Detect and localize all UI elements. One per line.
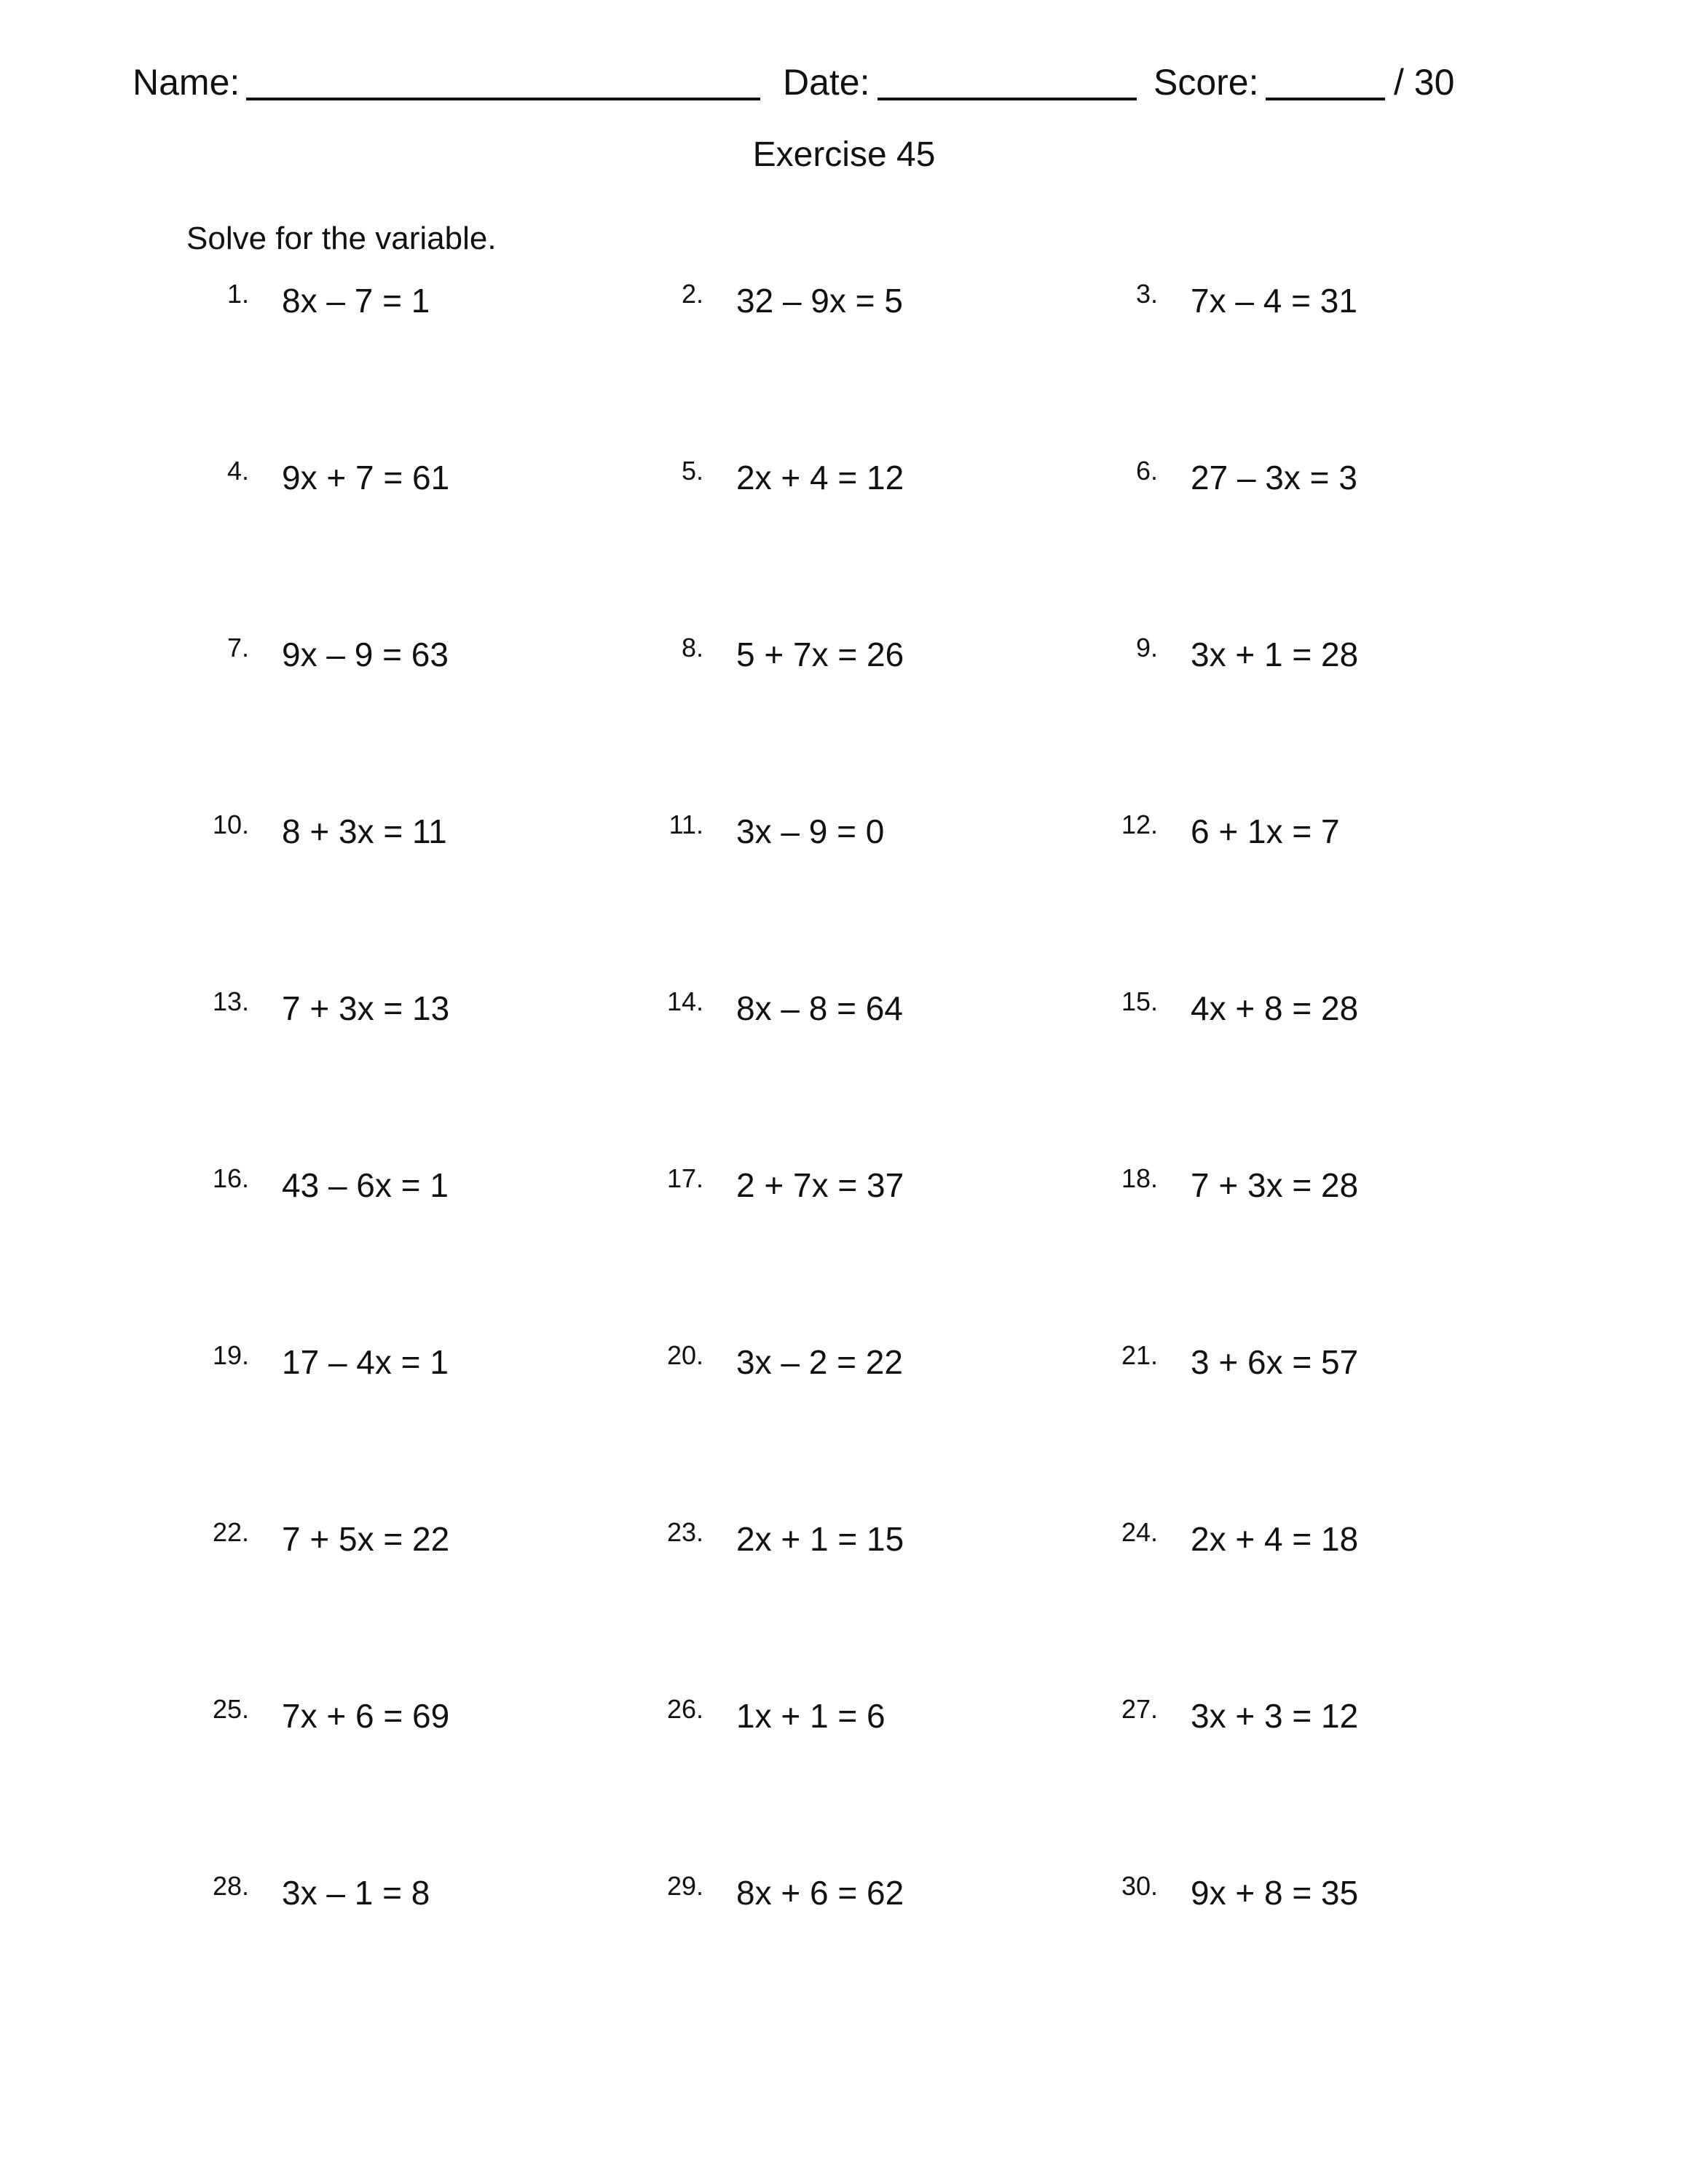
problem-item xyxy=(645,628,1097,678)
date-label: Date: xyxy=(783,62,870,103)
problem-equation: 8x + 6 = 62 xyxy=(736,1874,904,1912)
problem-equation: 3x – 1 = 8 xyxy=(282,1874,430,1912)
problem-equation: 43 – 6x = 1 xyxy=(282,1166,449,1204)
problem-item xyxy=(645,451,1097,502)
problem-number: 22. xyxy=(212,1517,249,1547)
score-blank-line[interactable] xyxy=(1266,98,1385,100)
problem-number: 5. xyxy=(681,456,703,486)
problem-item xyxy=(645,1512,1097,1563)
problem-number: 29. xyxy=(666,1871,703,1901)
problem-item xyxy=(191,1689,642,1740)
problem-item xyxy=(1100,628,1551,678)
problem-number: 9. xyxy=(1135,633,1158,662)
problem-item xyxy=(191,804,642,855)
problem-number: 1. xyxy=(226,279,249,309)
problem-equation: 3x + 1 = 28 xyxy=(1191,636,1359,673)
problem-number: 27. xyxy=(1121,1694,1158,1724)
problem-number: 2. xyxy=(681,279,703,309)
problem-equation: 7 + 3x = 28 xyxy=(1191,1166,1359,1204)
problem-item xyxy=(1100,1866,1551,1917)
problem-equation: 7x – 4 = 31 xyxy=(1191,282,1357,320)
problem-number: 12. xyxy=(1121,810,1158,839)
problem-number: 28. xyxy=(212,1871,249,1901)
problem-equation: 17 – 4x = 1 xyxy=(282,1343,449,1381)
problem-number: 20. xyxy=(666,1340,703,1370)
problem-item xyxy=(1100,274,1551,325)
worksheet-title: Exercise 45 xyxy=(752,135,936,174)
score-label: Score: xyxy=(1153,62,1259,103)
problem-number: 24. xyxy=(1121,1517,1158,1547)
problem-item xyxy=(645,981,1097,1032)
problem-item xyxy=(191,981,642,1032)
problem-number: 30. xyxy=(1121,1871,1158,1901)
problem-item xyxy=(191,1866,642,1917)
problem-equation: 7 + 5x = 22 xyxy=(282,1520,450,1558)
problem-number: 7. xyxy=(226,633,249,662)
problem-item xyxy=(645,1335,1097,1386)
problem-number: 4. xyxy=(226,456,249,486)
problem-number: 10. xyxy=(212,810,249,839)
name-label: Name: xyxy=(133,62,240,103)
problem-number: 14. xyxy=(666,986,703,1016)
problem-item xyxy=(645,1158,1097,1209)
problem-equation: 3 + 6x = 57 xyxy=(1191,1343,1359,1381)
problem-number: 3. xyxy=(1135,279,1158,309)
problem-equation: 27 – 3x = 3 xyxy=(1191,459,1357,496)
problem-equation: 6 + 1x = 7 xyxy=(1191,812,1340,850)
problem-item xyxy=(1100,1158,1551,1209)
problem-number: 25. xyxy=(212,1694,249,1724)
problem-number: 23. xyxy=(666,1517,703,1547)
problem-equation: 4x + 8 = 28 xyxy=(1191,989,1359,1027)
problem-number: 17. xyxy=(666,1163,703,1193)
problem-equation: 9x + 8 = 35 xyxy=(1191,1874,1359,1912)
problem-item xyxy=(191,274,642,325)
problem-item xyxy=(645,804,1097,855)
problem-number: 26. xyxy=(666,1694,703,1724)
problem-item xyxy=(191,1512,642,1563)
score-total: / 30 xyxy=(1394,62,1455,103)
problem-number: 11. xyxy=(669,810,703,839)
problem-equation: 5 + 7x = 26 xyxy=(736,636,904,673)
problem-equation: 32 – 9x = 5 xyxy=(736,282,903,320)
problem-equation: 9x + 7 = 61 xyxy=(282,459,450,496)
problem-number: 13. xyxy=(212,986,249,1016)
header-row xyxy=(0,57,1688,108)
problem-number: 15. xyxy=(1121,986,1158,1016)
problem-item xyxy=(191,1158,642,1209)
problem-number: 16. xyxy=(212,1163,249,1193)
problem-item xyxy=(1100,1335,1551,1386)
problem-number: 19. xyxy=(212,1340,249,1370)
problem-equation: 3x – 2 = 22 xyxy=(736,1343,903,1381)
problem-equation: 2x + 4 = 12 xyxy=(736,459,904,496)
problem-item xyxy=(1100,1512,1551,1563)
problem-number: 18. xyxy=(1121,1163,1158,1193)
name-blank-line[interactable] xyxy=(246,98,760,100)
problem-equation: 3x – 9 = 0 xyxy=(736,812,885,850)
problem-number: 6. xyxy=(1135,456,1158,486)
instructions: Solve for the variable. xyxy=(186,221,497,256)
problem-equation: 8 + 3x = 11 xyxy=(282,812,447,850)
problem-equation: 3x + 3 = 12 xyxy=(1191,1697,1359,1735)
problem-item xyxy=(645,274,1097,325)
problem-item xyxy=(191,1335,642,1386)
problem-equation: 1x + 1 = 6 xyxy=(736,1697,886,1735)
problem-equation: 8x – 8 = 64 xyxy=(736,989,903,1027)
problem-item xyxy=(1100,981,1551,1032)
problem-item xyxy=(191,628,642,678)
problem-item xyxy=(645,1866,1097,1917)
problem-equation: 2 + 7x = 37 xyxy=(736,1166,904,1204)
problem-equation: 2x + 4 = 18 xyxy=(1191,1520,1359,1558)
problem-number: 8. xyxy=(681,633,703,662)
date-blank-line[interactable] xyxy=(877,98,1137,100)
problem-equation: 7 + 3x = 13 xyxy=(282,989,450,1027)
problem-number: 21. xyxy=(1121,1340,1158,1370)
problem-equation: 2x + 1 = 15 xyxy=(736,1520,904,1558)
problem-item xyxy=(1100,451,1551,502)
problem-equation: 8x – 7 = 1 xyxy=(282,282,430,320)
problem-equation: 7x + 6 = 69 xyxy=(282,1697,450,1735)
problem-item xyxy=(191,451,642,502)
problem-item xyxy=(1100,1689,1551,1740)
problem-equation: 9x – 9 = 63 xyxy=(282,636,449,673)
problem-item xyxy=(1100,804,1551,855)
problem-item xyxy=(645,1689,1097,1740)
